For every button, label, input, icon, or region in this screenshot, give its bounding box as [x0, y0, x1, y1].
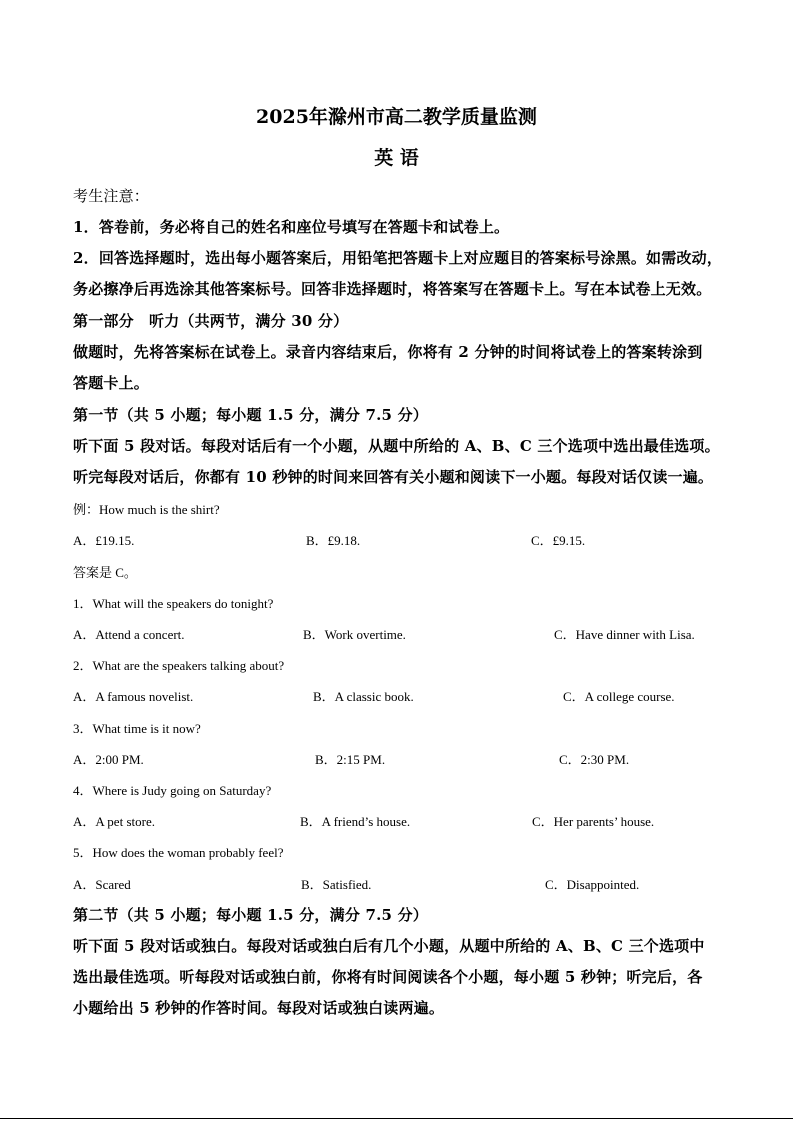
question-1-option-c: C．Have dinner with Lisa.: [554, 627, 695, 642]
question-4-option-c: C．Her parents’ house.: [532, 814, 655, 829]
section1-instruction-line-2: 听完每段对话后，你都有 10 秒钟的时间来回答有关小题和阅读下一小题。每段对话仅读一遍。: [73, 468, 714, 486]
notice-item-2-line-1: 2．回答选择题时，选出每小题答案后，用铅笔把答题卡上对应题目的答案标号涂黑。如需改动，: [73, 249, 723, 267]
question-2: 2．What are the speakers talking about?: [73, 658, 285, 673]
question-2-option-b: B．A classic book.: [313, 689, 414, 704]
notice-item-2-line-2: 务必擦净后再选涂其他答案标号。回答非选择题时，将答案写在答题卡上。写在本试卷上无效。: [73, 280, 712, 298]
section1-instruction-line-1: 听下面 5 段对话。每段对话后有一个小题，从题中所给的 A、B、C 三个选项中选出最佳选项。: [73, 437, 720, 455]
part1-heading: 第一部分 听力（共两节，满分 30 分）: [73, 312, 349, 330]
question-4-option-a: A．A pet store.: [73, 814, 155, 829]
example-option-b: B．£9.18.: [306, 533, 361, 548]
page-bottom-rule: [0, 1118, 793, 1119]
part1-instruction-line-1: 做题时，先将答案标在试卷上。录音内容结束后，你将有 2 分钟的时间将试卷上的答案转涂到: [73, 343, 703, 361]
question-1-option-b: B．Work overtime.: [303, 627, 406, 642]
example-question: 例：How much is the shirt?: [73, 502, 220, 517]
section1-heading: 第一节（共 5 小题；每小题 1.5 分，满分 7.5 分）: [73, 406, 428, 424]
question-3-option-b: B．2:15 PM.: [315, 752, 386, 767]
question-3: 3．What time is it now?: [73, 721, 201, 736]
question-5-option-c: C．Disappointed.: [545, 877, 640, 892]
part1-instruction-line-2: 答题卡上。: [73, 374, 150, 392]
section2-heading: 第二节（共 5 小题；每小题 1.5 分，满分 7.5 分）: [73, 906, 428, 924]
example-answer: 答案是 C。: [73, 565, 137, 580]
exam-title: 2025年滁州市高二教学质量监测: [256, 106, 537, 128]
question-2-option-a: A．A famous novelist.: [73, 689, 194, 704]
notice-item-1: 1．答卷前，务必将自己的姓名和座位号填写在答题卡和试卷上。: [73, 218, 510, 236]
question-5: 5．How does the woman probably feel?: [73, 845, 284, 860]
notice-heading: 考生注意：: [73, 187, 150, 205]
section2-instruction-line-3: 小题给出 5 秒钟的作答时间。每段对话或独白读两遍。: [73, 999, 445, 1017]
example-option-a: A．£19.15.: [73, 533, 135, 548]
question-2-option-c: C．A college course.: [563, 689, 675, 704]
question-4: 4．Where is Judy going on Saturday?: [73, 783, 272, 798]
question-1: 1．What will the speakers do tonight?: [73, 596, 274, 611]
section2-instruction-line-1: 听下面 5 段对话或独白。每段对话或独白后有几个小题，从题中所给的 A、B、C 三个选项中: [73, 937, 705, 955]
question-1-option-a: A．Attend a concert.: [73, 627, 185, 642]
question-4-option-b: B．A friend’s house.: [300, 814, 411, 829]
example-option-c: C．£9.15.: [531, 533, 586, 548]
question-5-option-a: A．Scared: [73, 877, 131, 892]
question-3-option-c: C．2:30 PM.: [559, 752, 630, 767]
section2-instruction-line-2: 选出最佳选项。听每段对话或独白前，你将有时间阅读各个小题，每小题 5 秒钟；听完后，各: [73, 968, 703, 986]
question-3-option-a: A．2:00 PM.: [73, 752, 144, 767]
question-5-option-b: B．Satisfied.: [301, 877, 372, 892]
subject-title: 英 语: [374, 147, 419, 169]
